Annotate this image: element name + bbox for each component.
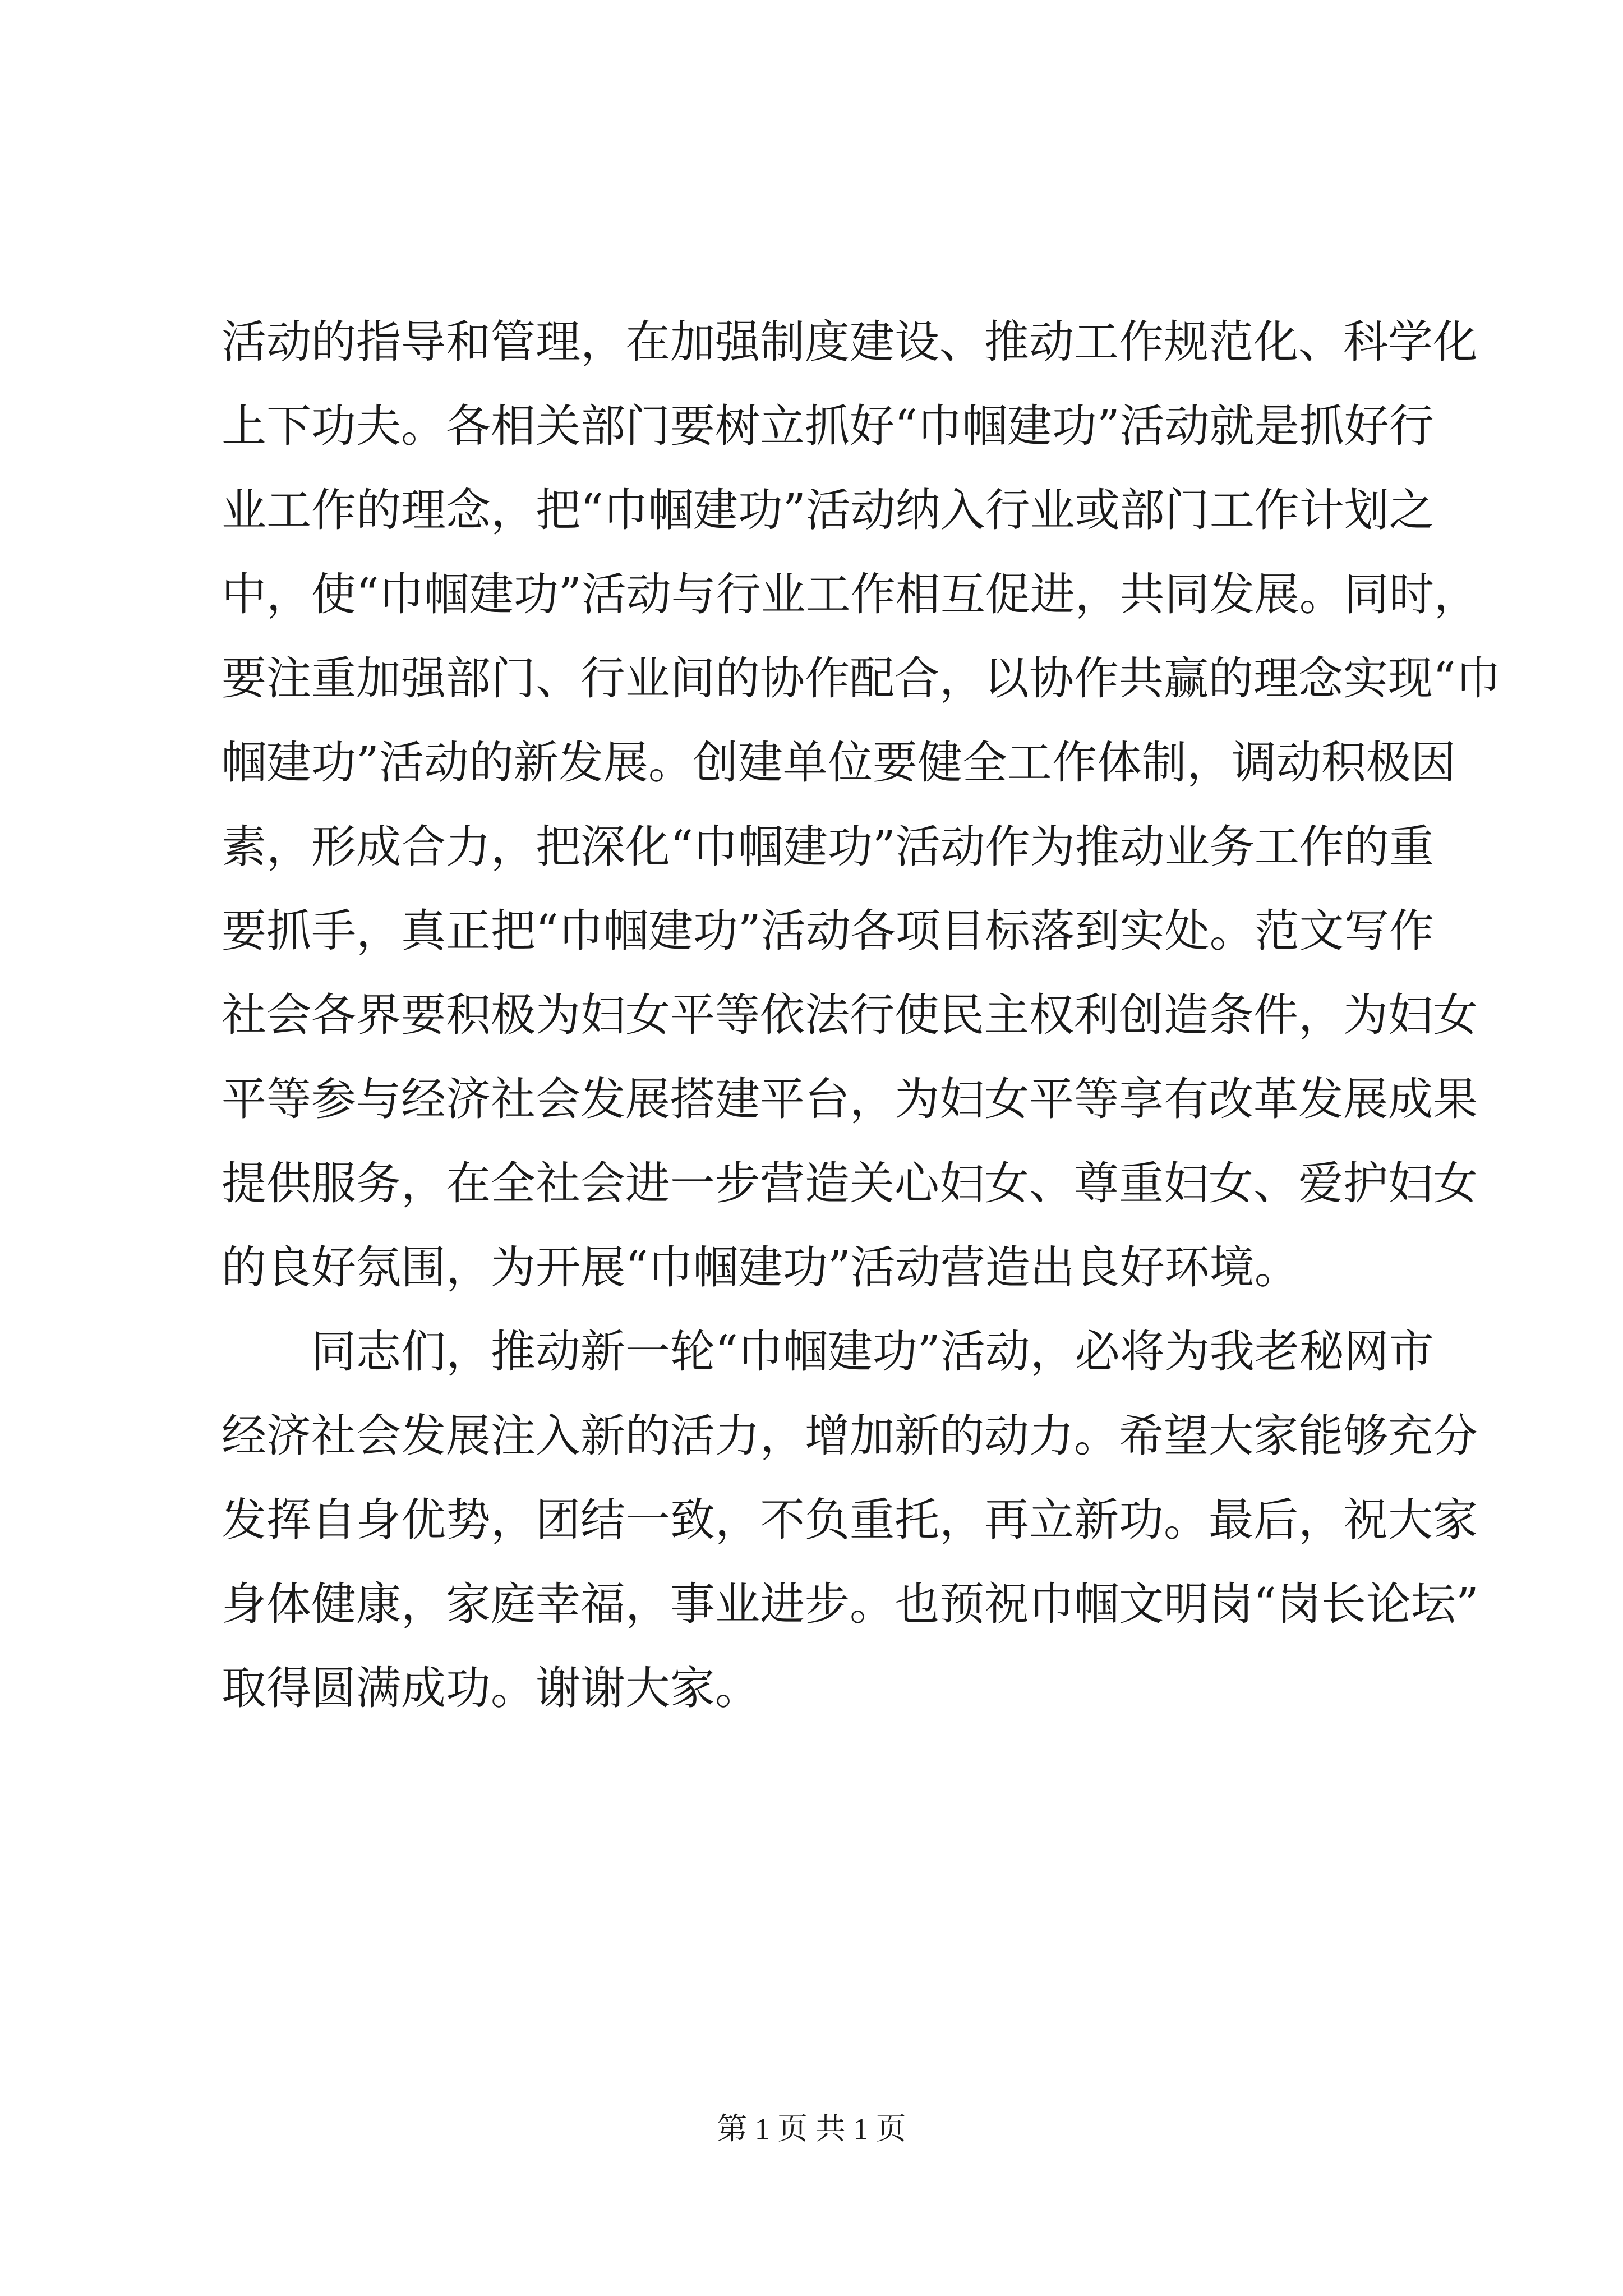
text-line: 同志们，推动新一轮“巾帼建功”活动，必将为我老秘网市 bbox=[311, 1326, 1434, 1378]
text-line: 提供服务，在全社会进一步营造关心妇女、尊重妇女、爱护妇女 bbox=[222, 1157, 1478, 1209]
text-line: 素，形成合力，把深化“巾帼建功”活动作为推动业务工作的重 bbox=[222, 821, 1434, 873]
page-number-footer: 第 1 页 共 1 页 bbox=[717, 2112, 906, 2146]
text-line: 业工作的理念，把“巾帼建功”活动纳入行业或部门工作计划之 bbox=[222, 484, 1434, 536]
text-line: 发挥自身优势，团结一致，不负重托，再立新功。最后，祝大家 bbox=[222, 1494, 1478, 1546]
text-line: 平等参与经济社会发展搭建平台，为妇女平等享有改革发展成果 bbox=[222, 1073, 1478, 1125]
text-line: 的良好氛围，为开展“巾帼建功”活动营造出良好环境。 bbox=[222, 1241, 1299, 1294]
text-line: 社会各界要积极为妇女平等依法行使民主权利创造条件，为妇女 bbox=[222, 989, 1478, 1041]
document-body bbox=[222, 300, 1501, 1731]
text-line: 取得圆满成功。谢谢大家。 bbox=[222, 1662, 760, 1714]
paragraph-1 bbox=[222, 300, 1501, 1310]
text-line: 帼建功”活动的新发展。创建单位要健全工作体制，调动积极因 bbox=[222, 737, 1456, 789]
text-line: 活动的指导和管理，在加强制度建设、推动工作规范化、科学化 bbox=[222, 316, 1478, 368]
text-line: 上下功夫。各相关部门要树立抓好“巾帼建功”活动就是抓好行 bbox=[222, 400, 1434, 452]
text-line: 要抓手，真正把“巾帼建功”活动各项目标落到实处。范文写作 bbox=[222, 905, 1434, 957]
text-line: 要注重加强部门、行业间的协作配合，以协作共赢的理念实现“巾 bbox=[222, 652, 1501, 705]
text-line: 经济社会发展注入新的活力，增加新的动力。希望大家能够充分 bbox=[222, 1410, 1478, 1462]
text-line: 中，使“巾帼建功”活动与行业工作相互促进，共同发展。同时， bbox=[222, 568, 1479, 620]
text-line: 身体健康，家庭幸福，事业进步。也预祝巾帼文明岗“岗长论坛” bbox=[222, 1578, 1479, 1630]
paragraph-2 bbox=[222, 1310, 1479, 1731]
